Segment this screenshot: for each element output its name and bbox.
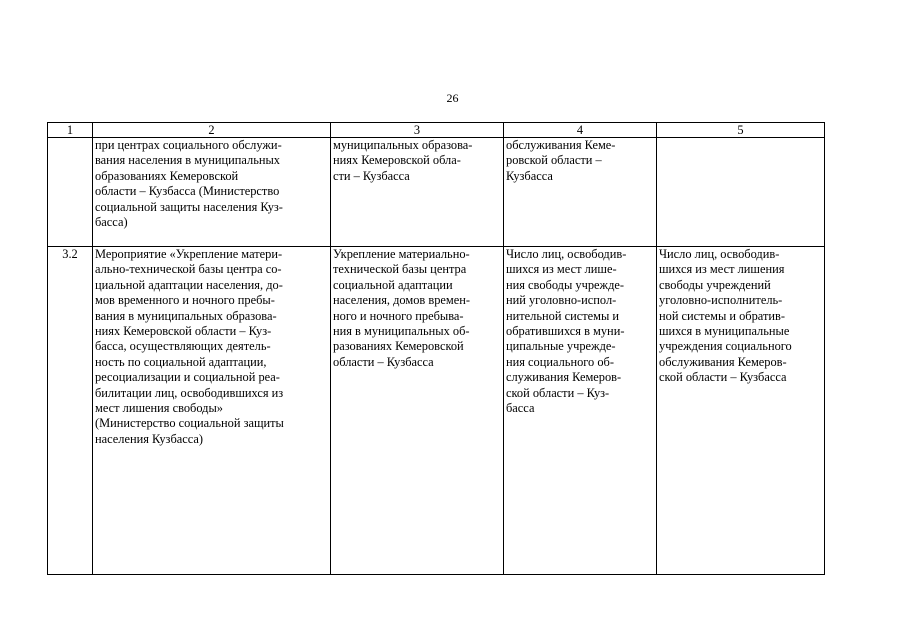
table-row: [48, 138, 825, 247]
header-cell-3: 3: [331, 123, 504, 138]
cell-text: при центрах социального обслужи- вания населения в муниципальных образованиях Кемеровской области – Кузбасса (Министерство социальной защиты населения Куз- басса): [95, 138, 283, 230]
data-table: [47, 122, 825, 575]
row-number-cell: [48, 247, 93, 575]
header-cell-2: 2: [93, 123, 331, 138]
row-number-cell: [48, 138, 93, 247]
header-cell-5: 5: [657, 123, 825, 138]
indicator-cell: [504, 247, 657, 575]
event-cell: [93, 247, 331, 575]
header-cell-1: 1: [48, 123, 93, 138]
indicator-cell: [504, 138, 657, 247]
cell-text: Укрепление материально- технической базы центра социальной адаптации населения, домов времен- ного и ночного пребыва- ния в муниципальных об- разованиях Кемеровской области – Кузбасса: [333, 247, 471, 369]
page-number: 26: [446, 91, 459, 105]
indicator-name-cell: [657, 247, 825, 575]
table-row: [48, 247, 825, 575]
cell-text: Число лиц, освободив- шихся из мест лише- ния свободы учрежде- ний уголовно-испол- нительной системы и обратившихся в муни- ципальные учрежде- ния социального об- служивания Кемеров- ской области – Куз- басса: [506, 247, 627, 416]
cell-text: обслуживания Кеме- ровской области – Кузбасса: [506, 138, 616, 183]
cell-text: 3.2: [62, 247, 78, 261]
event-cell: [93, 138, 331, 247]
cell-text: муниципальных образова- ниях Кемеровской обла- сти – Кузбасса: [333, 138, 473, 183]
header-cell-4: 4: [504, 123, 657, 138]
result-cell: [331, 138, 504, 247]
cell-text: Число лиц, освободив- шихся из мест лишения свободы учреждений уголовно-исполнитель- ной системы и обратив- шихся в муниципальные учреждения социального обслуживания Кемеров- ской области – Кузбасса: [659, 247, 792, 385]
cell-text: Мероприятие «Укрепление матери- ально-технической базы центра со- циальной адаптации населения, до- мов временного и ночного пребы- вания в муниципальных образова- ниях Кемеровской области – Куз- басса, осуществляющих деятель- ность по социальной адаптации, ресоциализации и социальной реа- билитации лиц, освободившихся из мест лишения свободы» (Министерство социальной защиты населения Кузбасса): [95, 247, 284, 446]
result-cell: [331, 247, 504, 575]
indicator-name-cell: [657, 138, 825, 247]
table-header-row: [48, 123, 825, 138]
